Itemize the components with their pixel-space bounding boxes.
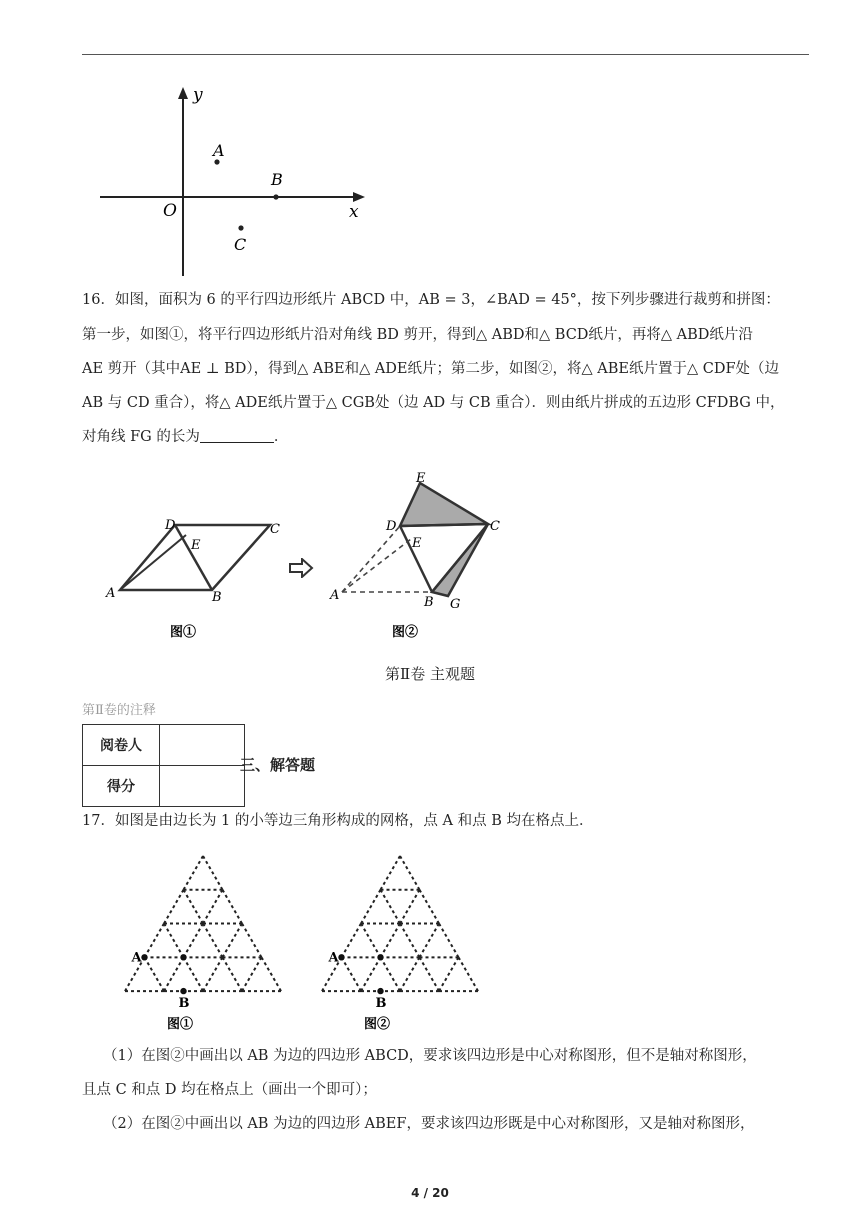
grid-line [145, 957, 165, 991]
grid-line [342, 924, 362, 958]
grid-line [203, 890, 223, 924]
grid-line [361, 957, 381, 991]
grid-line [400, 890, 420, 924]
grid-label-b: B [178, 996, 190, 1012]
q17-grid-figure-2 [307, 848, 497, 1038]
section-note: 第Ⅱ卷的注释 [82, 703, 156, 718]
fig2-label-g: G [450, 597, 461, 612]
point-b-label: B [271, 170, 283, 189]
score-table [82, 724, 245, 807]
grid-line [381, 957, 401, 991]
q16-line-5-text: 对角线 FG 的长为 [82, 429, 200, 445]
fig1-label-a: A [106, 586, 116, 601]
origin-label: O [163, 201, 177, 221]
grid-line [203, 957, 223, 991]
grid-line [361, 924, 381, 958]
fig1-label-b: B [212, 590, 222, 605]
fig2-label-d: D [386, 519, 397, 534]
point-a [214, 159, 219, 164]
grid-line [164, 957, 184, 991]
grid-dot [180, 954, 186, 960]
grid-line [439, 957, 459, 991]
q17-part-1-line-a: （1）在图②中画出以 AB 为边的四边形 ABCD，要求该四边形是中心对称图形，但不是轴对称图形， [103, 1048, 757, 1064]
grid-line [184, 856, 204, 890]
grid-line [400, 957, 420, 991]
q16-line-2: 第一步，如图①，将平行四边形纸片沿对角线 BD 剪开，得到△ ABD和△ BCD纸片，再将△ ABD纸片沿 [82, 327, 753, 343]
q16-line-1: 16．如图，面积为 6 的平行四边形纸片 ABCD 中，AB = 3，∠BAD = 45°，按下列步骤进行裁剪和拼图： [82, 292, 780, 308]
grid-line [420, 924, 440, 958]
q16-line-4: AB 与 CD 重合），将△ ADE纸片置于△ CGB处（边 AD 与 CB 重合）．则由纸片拼成的五边形 CFDBG 中， [82, 395, 785, 411]
fig2-label-e: E [412, 536, 422, 551]
grid-line [184, 924, 204, 958]
grid-point-b [180, 988, 186, 994]
coordinate-plane-figure [95, 80, 375, 280]
section-title: 第Ⅱ卷 主观题 [385, 665, 475, 683]
right-arrow-icon [288, 558, 314, 578]
x-axis-label: x [349, 202, 359, 222]
fig2-label-e-top: E [416, 471, 426, 486]
fig1-label-d: D [165, 518, 176, 533]
grid-label-a: A [131, 950, 142, 966]
grid-label-b: B [375, 996, 387, 1012]
grid-line [439, 924, 459, 958]
q16-line-5 [82, 423, 812, 451]
fig2-label-c: C [490, 519, 500, 534]
grid-line [223, 924, 243, 958]
grid-line [400, 856, 420, 890]
grid-label-a: A [328, 950, 339, 966]
grid-point-b [377, 988, 383, 994]
q16-figure-2 [320, 468, 520, 643]
grid-line [361, 890, 381, 924]
q17-part-2: （2）在图②中画出以 AB 为边的四边形 ABEF，要求该四边形既是中心对称图形，又是轴对称图形， [103, 1116, 755, 1132]
point-b [273, 194, 278, 199]
page-number: 4 / 20 [411, 1186, 449, 1200]
grader-label: 阅卷人 [83, 725, 160, 766]
score-cell[interactable] [160, 766, 245, 807]
grid-line [420, 890, 440, 924]
grid-line [381, 856, 401, 890]
q17-grid-figure-1 [110, 848, 300, 1038]
header-rule [82, 54, 809, 55]
grid-line [223, 957, 243, 991]
grid-line [203, 924, 223, 958]
q16-figure-1 [100, 515, 300, 645]
grid-line [184, 890, 204, 924]
grid-caption: 图② [364, 1017, 391, 1032]
grid-line [381, 890, 401, 924]
grid-line [381, 924, 401, 958]
point-c [238, 225, 243, 230]
grid-line [164, 924, 184, 958]
grid-point-a [141, 954, 147, 960]
q17-part-1-line-b: 且点 C 和点 D 均在格点上（画出一个即可）； [82, 1082, 377, 1098]
grid-point-a [338, 954, 344, 960]
grid-line [223, 890, 243, 924]
grid-line [242, 957, 262, 991]
point-c-label: C [234, 235, 247, 254]
q16-line-5-end: ． [273, 429, 289, 445]
score-label: 得分 [83, 766, 160, 807]
fig2-label-b: B [424, 595, 434, 610]
table-row [83, 725, 245, 766]
grid-line [459, 957, 479, 991]
grid-caption: 图① [167, 1017, 194, 1032]
grid-line [420, 957, 440, 991]
grid-dot [377, 954, 383, 960]
grid-line [262, 957, 282, 991]
fig2-label-a: A [330, 588, 340, 603]
grid-line [164, 890, 184, 924]
grid-line [242, 924, 262, 958]
q16-line-3: AE 剪开（其中AE ⊥ BD），得到△ ABE和△ ADE纸片；第二步，如图②，将△ ABE纸片置于△ CDF处（边 [82, 361, 780, 377]
grid-line [203, 856, 223, 890]
fig1-label-e: E [191, 538, 201, 553]
fig2-caption: 图② [392, 625, 419, 640]
grid-line [400, 924, 420, 958]
grid-line [145, 924, 165, 958]
answer-blank[interactable] [200, 426, 274, 443]
q17-stem: 17．如图是由边长为 1 的小等边三角形构成的网格，点 A 和点 B 均在格点上． [82, 813, 594, 829]
part-title: 三、解答题 [240, 756, 316, 774]
y-axis-label: y [193, 85, 203, 105]
fig1-label-c: C [270, 522, 280, 537]
grid-line [342, 957, 362, 991]
point-a-label: A [213, 141, 225, 160]
table-row [83, 766, 245, 807]
grader-cell[interactable] [160, 725, 245, 766]
grid-line [184, 957, 204, 991]
fig1-caption: 图① [170, 625, 197, 640]
